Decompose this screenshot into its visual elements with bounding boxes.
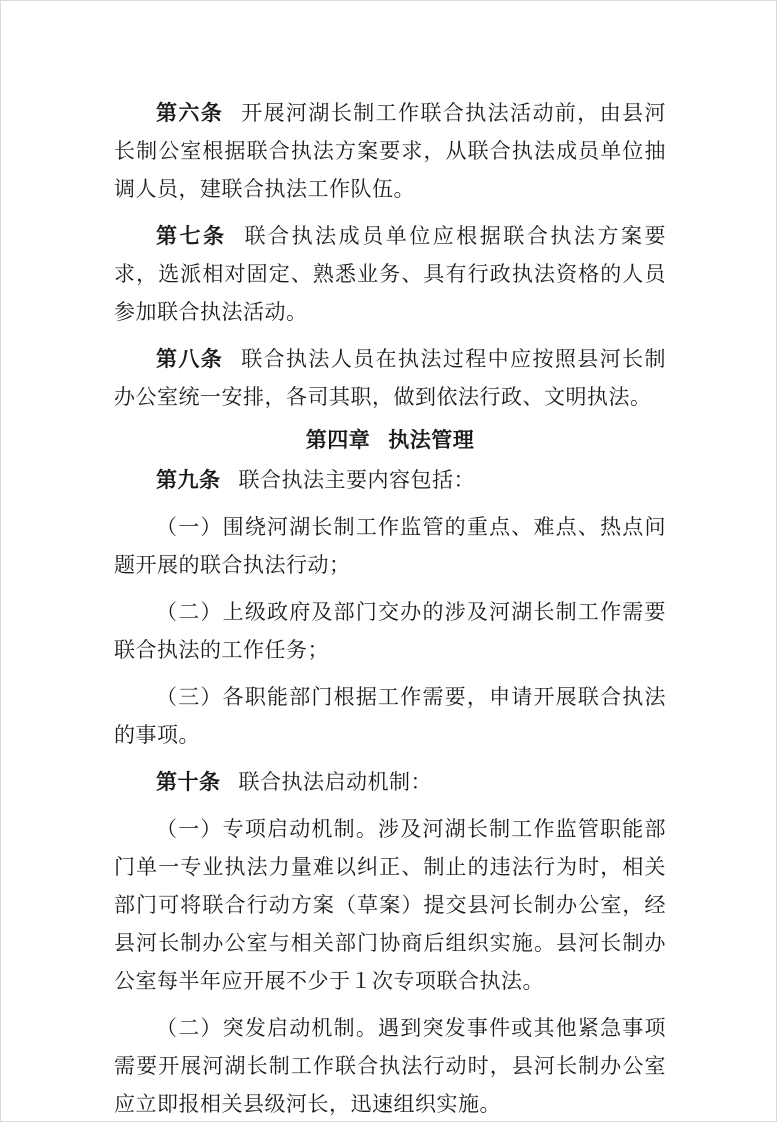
article-text: 联合执法启动机制：	[238, 770, 432, 794]
article-9-item-1: （一）围绕河湖长制工作监管的重点、难点、热点问题开展的联合执法行动；	[114, 515, 666, 577]
article-6	[114, 94, 666, 208]
article-9-item-3: （三）各职能部门根据工作需要，申请开展联合执法的事项。	[114, 685, 666, 747]
article-number: 第六条	[156, 100, 224, 125]
article-10-item-1: （一）专项启动机制。涉及河湖长制工作监管职能部门单一专业执法力量难以纠正、制止的违法行为时，相关部门可将联合行动方案（草案）提交县河长制办公室，经县河长制办公室与相关部门协商后组织实施。县河长制办公室每半年应开展不少于１次专项联合执法。	[114, 817, 666, 993]
chapter-heading	[114, 421, 666, 459]
article-7	[114, 217, 666, 331]
document-body	[114, 94, 666, 1132]
article-text: 联合执法成员单位应根据联合执法方案要求，选派相对固定、熟悉业务、具有行政执法资格的人员参加联合执法活动。	[114, 224, 667, 324]
article-number: 第十条	[156, 769, 221, 794]
article-10	[114, 763, 666, 801]
article-number: 第八条	[156, 346, 224, 371]
article-9	[114, 461, 666, 499]
article-10-item-2: （二）突发启动机制。遇到突发事件或其他紧急事项需要开展河湖长制工作联合执法行动时，县河长制办公室应立即报相关县级河长，迅速组织实施。	[114, 1016, 666, 1116]
article-number: 第七条	[156, 223, 227, 248]
article-9-item-2: （二）上级政府及部门交办的涉及河湖长制工作需要联合执法的工作任务；	[114, 600, 666, 662]
chapter-title: 执法管理	[388, 427, 475, 452]
article-8	[114, 340, 666, 416]
article-text: 联合执法人员在执法过程中应按照县河长制办公室统一安排，各司其职，做到依法行政、文明执法。	[114, 347, 667, 409]
article-text: 联合执法主要内容包括：	[238, 468, 475, 492]
chapter-number: 第四章	[305, 427, 371, 452]
article-number: 第九条	[156, 467, 221, 492]
article-text: 开展河湖长制工作联合执法活动前，由县河长制公室根据联合执法方案要求，从联合执法成员单位抽调人员，建联合执法工作队伍。	[114, 101, 667, 201]
